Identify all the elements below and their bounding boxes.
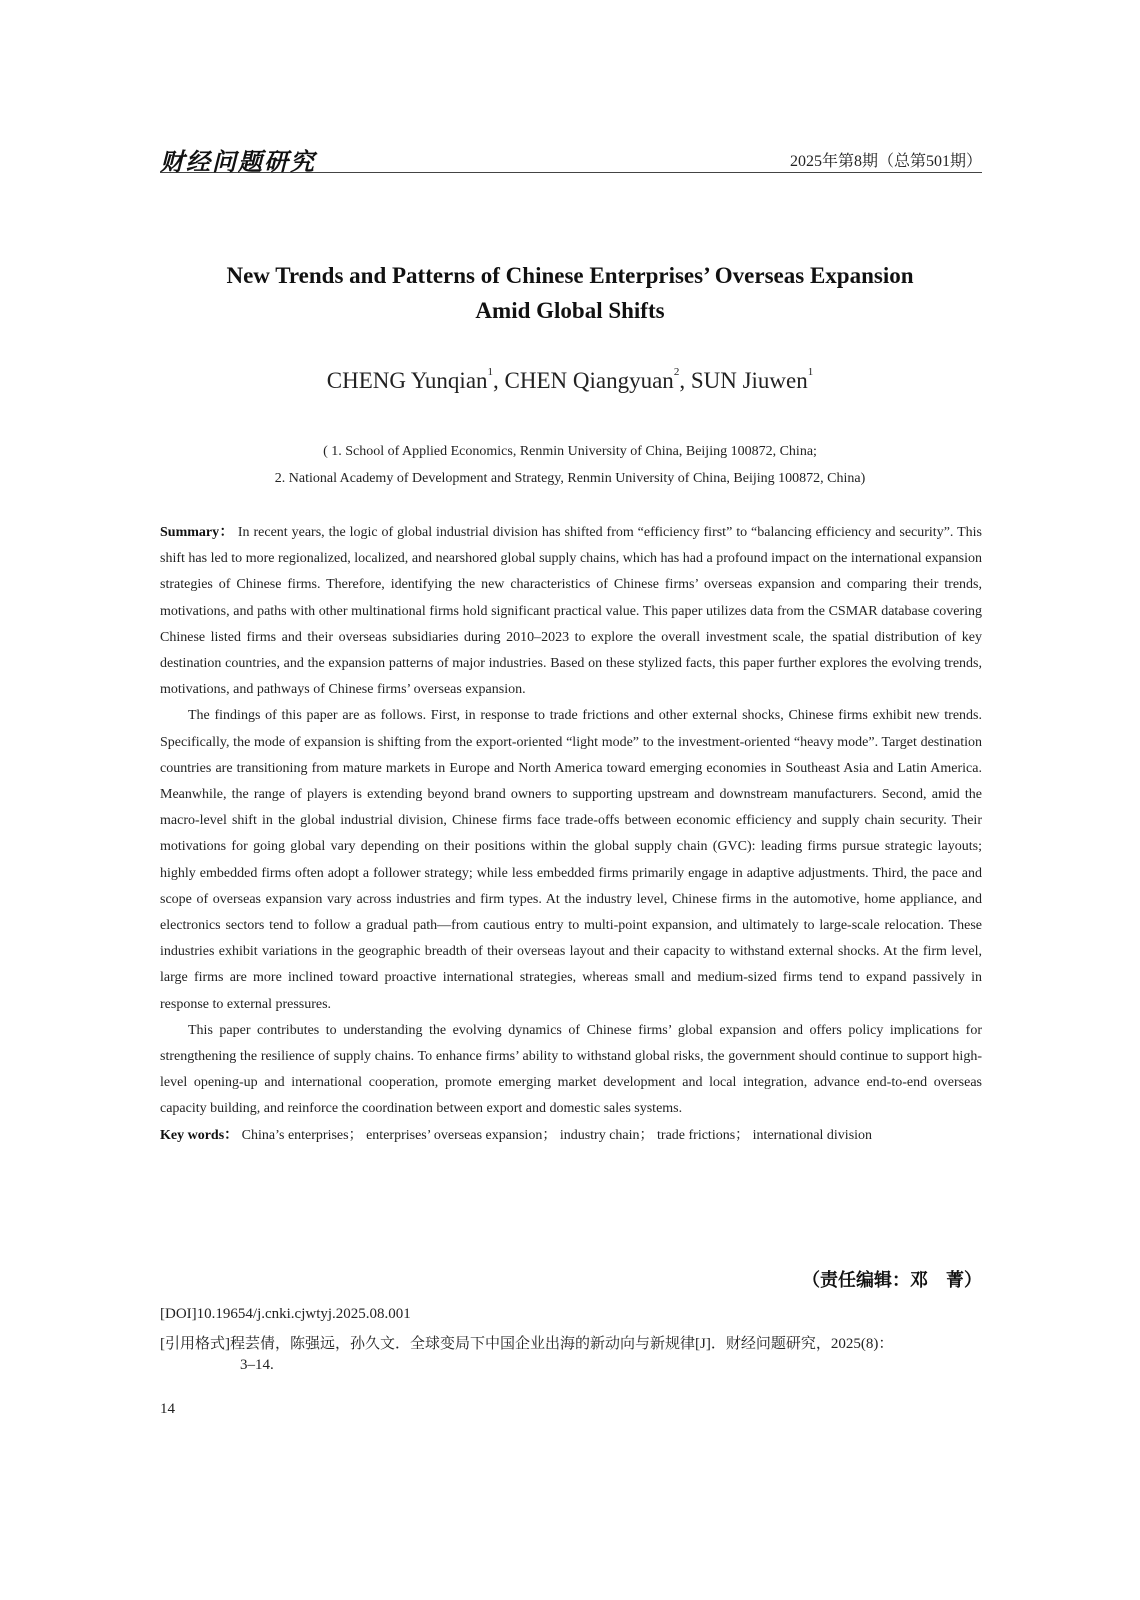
author-name: SUN Jiuwen [690,368,808,393]
doi-line: [DOI]10.19654/j.cnki.cjwtyj.2025.08.001 [160,1306,411,1322]
title-line-2: Amid Global Shifts [475,298,665,323]
abstract-body [160,520,982,1149]
author-separator: , [493,368,505,393]
keywords-label: Key words： [160,1127,239,1143]
summary-paragraph [160,520,982,703]
author-affil-mark: 1 [487,366,494,378]
citation-pages: 3–14. [240,1357,274,1373]
title-line-1: New Trends and Patterns of Chinese Enterprises’ Overseas Expansion [226,263,914,288]
summary-label: Summary： [160,525,234,540]
affiliation-line-2: 2. National Academy of Development and Strategy, Renmin University of China, Beijing 100872, China) [274,471,866,486]
author-list [120,368,1020,394]
running-header [160,142,982,176]
journal-logo: 财经问题研究 [160,147,316,176]
summary-text: In recent years, the logic of global industrial division has shifted from “efficiency first” to “balancing efficiency and security”. This shift has led to more regionalized, localized, and nearshored global supply chains, which has had a profound impact on the international expansion strategies of Chinese firms. Therefore, identifying the new characteristics of Chinese firms’ overseas expansion and comparing their trends, motivations, and paths with other multinational firms hold significant practical value. This paper utilizes data from the CSMAR database covering Chinese listed firms and their overseas subsidiaries during 2010–2023 to explore the overall investment scale, the spatial distribution of key destination countries, and the expansion patterns of major industries. Based on these stylized facts, this paper further explores the evolving trends, motivations, and pathways of Chinese firms’ overseas expansion. [160,525,982,698]
findings-paragraph: The findings of this paper are as follows. First, in response to trade frictions and other external shocks, Chinese firms exhibit new trends. Specifically, the mode of expansion is shifting from the export-oriented “light mode” to the investment-oriented “heavy mode”. Target destination countries are transitioning from mature markets in Europe and North America toward emerging economies in Southeast Asia and Latin America. Meanwhile, the range of players is extending beyond brand owners to supporting upstream and downstream manufacturers. Second, amid the macro-level shift in the global industrial division, Chinese firms face trade-offs between economic efficiency and supply chain security. Their motivations for going global vary depending on their positions within the global supply chain (GVC): leading firms pursue strategic layouts; highly embedded firms often adopt a follower strategy; while less embedded firms primarily engage in adaptive adjustments. Third, the pace and scope of overseas expansion vary across industries and firm types. At the industry level, Chinese firms in the automotive, home appliance, and electronics sectors tend to follow a gradual path—from cautious entry to multi-point expansion, and ultimately to large-scale relocation. These industries exhibit variations in the geographic breadth of their overseas layout and their capacity to withstand external shocks. At the firm level, large firms are more inclined toward proactive international strategies, whereas small and medium-sized firms tend to expand passively in response to external pressures. [160,708,982,1012]
contribution-paragraph: This paper contributes to understanding the evolving dynamics of Chinese firms’ global expansion and offers policy implications for strengthening the resilience of supply chains. To enhance firms’ ability to withstand global risks, the government should continue to support high-level opening-up and international cooperation, promote emerging market development and local integration, advance end-to-end overseas capacity building, and reinforce the coordination between export and domestic sales systems. [160,1022,982,1117]
article-title [120,258,1020,328]
author-name: CHENG Yunqian [326,368,488,393]
keywords-text: China’s enterprises； enterprises’ overseas expansion； industry chain； trade frictions； international division [238,1127,873,1143]
responsible-editor: （责任编辑：邓 菁） [802,1270,982,1291]
affiliation-line-1: ( 1. School of Applied Economics, Renmin University of China, Beijing 100872, China; [323,444,817,459]
issue-label: 2025年第8期（总第501期） [789,153,982,170]
affiliations [120,438,1020,492]
author-name: CHEN Qiangyuan [504,368,674,393]
page-number: 14 [160,1401,175,1417]
citation-format: [引用格式]程芸倩，陈强远，孙久文．全球变局下中国企业出海的新动向与新规律[J]．财经问题研究，2025(8)： [160,1336,894,1352]
author-affil-mark: 2 [673,366,680,378]
author-affil-mark: 1 [807,366,814,378]
keywords-paragraph [160,1123,982,1149]
author-separator: , [679,368,691,393]
